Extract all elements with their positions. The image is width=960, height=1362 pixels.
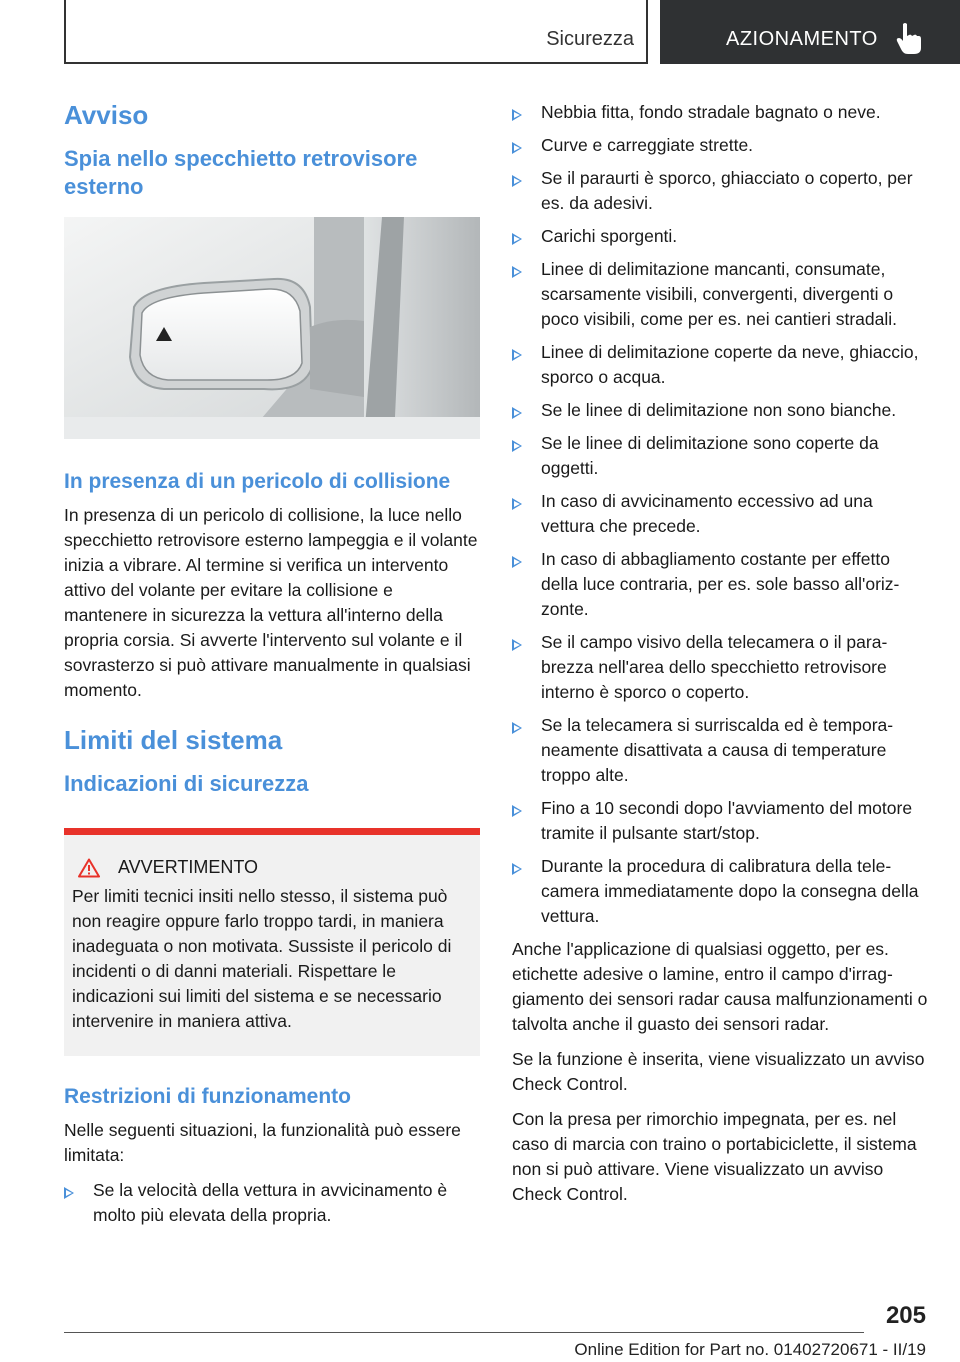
warning-triangle-icon — [78, 858, 100, 878]
list-item: Carichi sporgenti. — [512, 224, 928, 249]
check-control-paragraph: Se la funzione è inserita, viene visualizzato un avviso Check Control. — [512, 1049, 925, 1094]
triangle-bullet-icon — [512, 863, 522, 875]
side-mirror-drawing — [64, 217, 480, 439]
restrictions-list-right — [512, 100, 928, 929]
right-column — [512, 100, 928, 1207]
mirror-indicator-heading: Spia nello specchietto retrovisore esterno — [64, 146, 418, 199]
section-title: Avviso — [64, 100, 149, 130]
triangle-bullet-icon — [512, 556, 522, 568]
restrictions-heading: Restrizioni di funzionamento — [64, 1085, 351, 1108]
triangle-bullet-icon — [512, 407, 522, 419]
triangle-bullet-icon — [512, 109, 522, 121]
triangle-bullet-icon — [512, 349, 522, 361]
list-item: In caso di avvicinamento eccessivo ad una vettura che precede. — [512, 489, 928, 539]
list-item: Se il campo visivo della telecamera o il parabrezza nell'area dello specchietto retrovisore interno è sporco o coperto. — [512, 630, 928, 705]
list-item: Fino a 10 secondi dopo l'avviamento del motore tramite il pulsante start/stop. — [512, 796, 928, 846]
system-limits-title: Limiti del sistema — [64, 725, 283, 755]
header-chapter-tab — [660, 0, 960, 64]
warning-box — [64, 828, 480, 1056]
triangle-bullet-icon — [512, 805, 522, 817]
triangle-bullet-icon — [512, 142, 522, 154]
left-column — [64, 100, 480, 1236]
pointing-hand-icon — [894, 22, 924, 56]
list-item: Nebbia fitta, fondo stradale bagnato o neve. — [512, 100, 928, 125]
collision-heading: In presenza di un pericolo di collisione — [64, 470, 451, 493]
side-mirror-illustration — [64, 217, 480, 439]
restrictions-list-left — [64, 1178, 480, 1228]
header-chapter-label: AZIONAMENTO — [726, 28, 878, 50]
list-item: In caso di abbagliamento costante per effetto della luce contraria, per es. sole basso all'orizzonte. — [512, 547, 928, 622]
list-item: Se il paraurti è sporco, ghiacciato o coperto, per es. da adesivi. — [512, 166, 928, 216]
triangle-bullet-icon — [512, 639, 522, 651]
list-item: Linee di delimitazione mancanti, consumate, scarsamente visibili, convergenti, divergenti o poco visibili, come per es. nei cantieri stradali. — [512, 257, 928, 332]
safety-notes-heading: Indicazioni di sicurezza — [64, 771, 309, 796]
triangle-bullet-icon — [64, 1187, 74, 1199]
triangle-bullet-icon — [512, 175, 522, 187]
trailer-paragraph: Con la presa per rimorchio impegnata, per es. nel caso di marcia con traino o portabiciclette, il sistema non si può attivare. Viene visualizzato un avviso Check Control. — [512, 1109, 917, 1204]
page-number: 205 — [885, 1302, 926, 1329]
footer-edition: Online Edition for Part no. 01402720671 - II/19 — [574, 1340, 926, 1359]
list-item: Curve e carreggiate strette. — [512, 133, 928, 158]
header-section-label: Sicurezza — [546, 28, 634, 50]
triangle-bullet-icon — [512, 498, 522, 510]
list-item: Se le linee di delimitazione sono coperte da oggetti. — [512, 431, 928, 481]
triangle-bullet-icon — [512, 722, 522, 734]
restrictions-intro: Nelle seguenti situazioni, la funzionalità può essere limitata: — [64, 1120, 461, 1165]
warning-title-row — [72, 857, 470, 878]
warning-text: Per limiti tecnici insiti nello stesso, il sistema può non reagire oppure farlo troppo tardi, in maniera inadeguata o non motivata. Sussiste il pericolo di incidenti o di danni materiali. Rispettare le indicazioni sui limiti del sistema e se necessario intervenire in maniera attiva. — [72, 886, 452, 1031]
list-item: Linee di delimitazione coperte da neve, ghiaccio, sporco o acqua. — [512, 340, 928, 390]
collision-text: In presenza di un pericolo di collisione, la luce nello specchietto retrovisore esterno lampeggia e il volante inizia a vibrare. Al termine si verifica un intervento attivo del volante per evitare la collisione e mantenere in sicurezza la vettura all'interno della propria corsia. Si avverte l'intervento sul volante e il sovrasterzo si può attivare manualmente in qualsiasi momento. — [64, 505, 478, 700]
triangle-bullet-icon — [512, 233, 522, 245]
list-item: Se la telecamera si surriscalda ed è temporaneamente disattivata a causa di temperature troppo alte. — [512, 713, 928, 788]
warning-title: AVVERTIMENTO — [118, 857, 259, 877]
triangle-bullet-icon — [512, 440, 522, 452]
radar-paragraph: Anche l'applicazione di qualsiasi oggetto, per es. etichette adesive o lamine, entro il campo d'irraggiamento dei sensori radar causa malfunzionamenti o talvolta anche il guasto dei sensori radar. — [512, 939, 928, 1034]
footer-divider — [64, 1332, 864, 1333]
list-item: Se le linee di delimitazione non sono bianche. — [512, 398, 928, 423]
triangle-bullet-icon — [512, 266, 522, 278]
list-item: Durante la procedura di calibratura della telecamera immediatamente dopo la consegna della vettura. — [512, 854, 928, 929]
list-item: Se la velocità della vettura in avvicinamento è molto più elevata della propria. — [64, 1178, 480, 1228]
